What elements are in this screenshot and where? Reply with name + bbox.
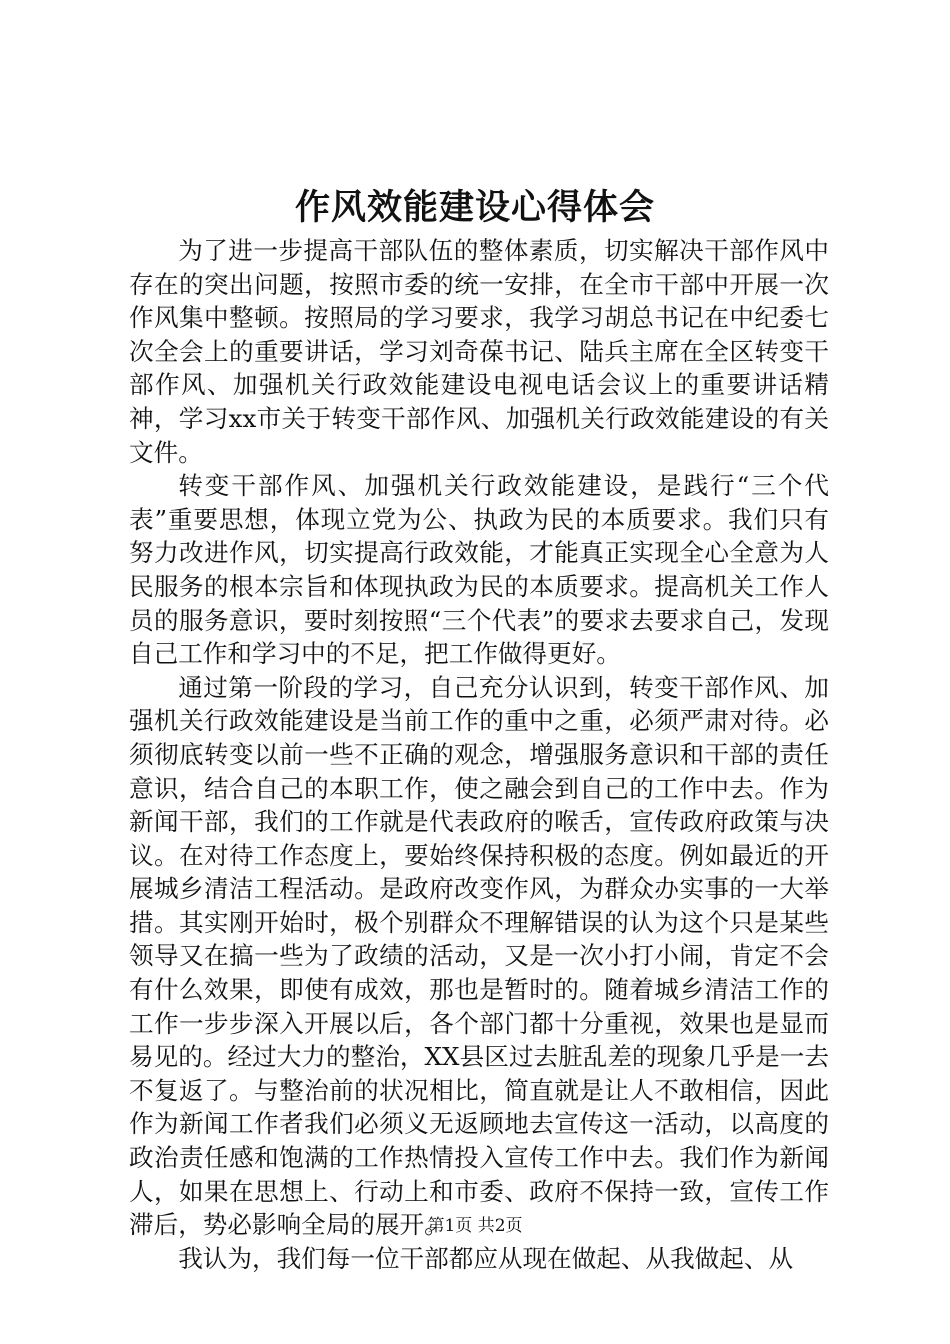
paragraph: 我认为，我们每一位干部都应从现在做起、从我做起、从 [178, 1243, 794, 1273]
paragraph: 为了进一步提高干部队伍的整体素质，切实解决干部作风中存在的突出问题，按照市委的统一安排，在全市干部中开展一次作风集中整顿。按照局的学习要求，我学习胡总书记在中纪委七次全会上的重要讲话，学习刘奇葆书记、陆兵主席在全区转变干部作风、加强机关行政效能建设电视电话会议上的重要讲话精神，学习xx市关于转变干部作风、加强机关行政效能建设的有关文件。 [129, 236, 829, 467]
paragraph: 转变干部作风、加强机关行政效能建设，是践行“三个代表”重要思想，体现立党为公、执政为民的本质要求。我们只有努力改进作风，切实提高行政效能，才能真正实现全心全意为人民服务的根本宗旨和体现执政为民的本质要求。提高机关工作人员的服务意识，要时刻按照“三个代表”的要求去要求自己，发现自己工作和学习中的不足，把工作做得更好。 [129, 471, 829, 669]
document-title: 作风效能建设心得体会 [294, 187, 655, 228]
document-body [129, 234, 829, 1275]
page-number-footer: 第1页 共2页 [427, 1216, 523, 1236]
paragraph: 通过第一阶段的学习，自己充分认识到，转变干部作风、加强机关行政效能建设是当前工作的重中之重，必须严肃对待。必须彻底转变以前一些不正确的观念，增强服务意识和干部的责任意识，结合自己的本职工作，使之融会到自己的工作中去。作为新闻干部，我们的工作就是代表政府的喉舌，宣传政府政策与决议。在对待工作态度上，要始终保持积极的态度。例如最近的开展城乡清洁工程活动。是政府改变作风，为群众办实事的一大举措。其实刚开始时，极个别群众不理解错误的认为这个只是某些领导又在搞一些为了政绩的活动，又是一次小打小闹，肯定不会有什么效果，即使有成效，那也是暂时的。随着城乡清洁工作的工作一步步深入开展以后，各个部门都十分重视，效果也是显而易见的。经过大力的整治，XX县区过去脏乱差的现象几乎是一去不复返了。与整治前的状况相比，简直就是让人不敢相信，因此作为新闻工作者我们必须义无返顾地去宣传这一活动，以高度的政治责任感和饱满的工作热情投入宣传工作中去。我们作为新闻人，如果在思想上、行动上和市委、政府不保持一致，宣传工作滞后，势必影响全局的展开。 [129, 672, 829, 1240]
